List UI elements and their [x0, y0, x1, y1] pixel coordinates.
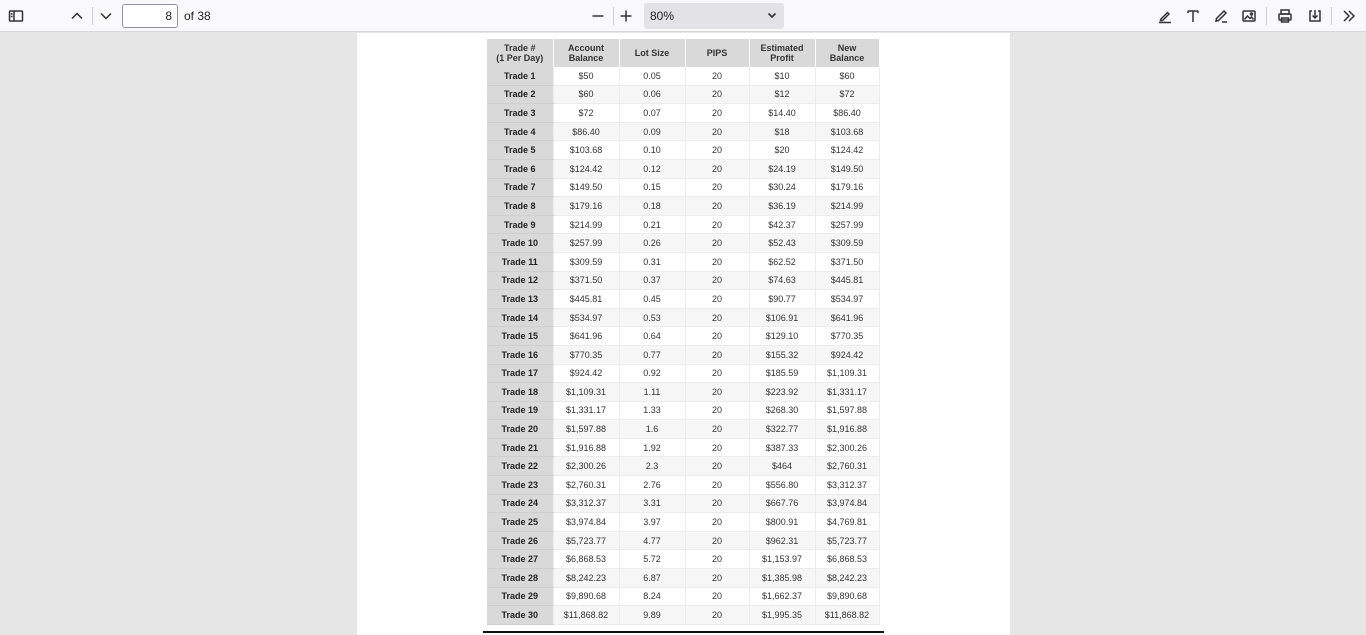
table-row	[487, 234, 879, 253]
table-cell: 3.97	[619, 513, 685, 532]
table-cell: $18	[749, 122, 815, 141]
table-cell: $30.24	[749, 178, 815, 197]
trade-label-cell: Trade 5	[487, 141, 553, 160]
table-row	[487, 178, 879, 197]
table-cell: 0.18	[619, 197, 685, 216]
table-cell: $6,868.53	[553, 550, 619, 569]
table-cell: $1,385.98	[749, 569, 815, 588]
table-cell: 20	[685, 420, 749, 439]
trade-label-cell: Trade 11	[487, 252, 553, 271]
zoom-select[interactable]	[644, 3, 784, 29]
table-cell: 0.15	[619, 178, 685, 197]
table-cell: $9,890.68	[553, 587, 619, 606]
table-cell: $2,760.31	[815, 457, 879, 476]
table-cell: $103.68	[553, 141, 619, 160]
table-row	[487, 197, 879, 216]
table-row	[487, 383, 879, 402]
double-chevron-right-icon[interactable]	[1337, 4, 1361, 28]
table-cell: 0.09	[619, 122, 685, 141]
table-body	[487, 67, 879, 624]
table-cell: $309.59	[815, 234, 879, 253]
column-header: Estimated Profit	[749, 39, 815, 67]
table-cell: $8,242.23	[553, 569, 619, 588]
table-cell: $72	[815, 85, 879, 104]
table-cell: $149.50	[815, 159, 879, 178]
table-cell: $924.42	[553, 364, 619, 383]
table-cell: 1.11	[619, 383, 685, 402]
table-cell: $464	[749, 457, 815, 476]
table-cell: 1.33	[619, 401, 685, 420]
table-row	[487, 122, 879, 141]
table-row	[487, 569, 879, 588]
table-cell: 1.6	[619, 420, 685, 439]
trade-label-cell: Trade 17	[487, 364, 553, 383]
table-cell: 0.21	[619, 215, 685, 234]
table-cell: $445.81	[815, 271, 879, 290]
table-cell: $1,109.31	[553, 383, 619, 402]
trade-label-cell: Trade 21	[487, 438, 553, 457]
trade-label-cell: Trade 26	[487, 531, 553, 550]
table-cell: $322.77	[749, 420, 815, 439]
table-cell: $667.76	[749, 494, 815, 513]
table-cell: $5,723.77	[815, 531, 879, 550]
table-cell: $9,890.68	[815, 587, 879, 606]
table-row	[487, 252, 879, 271]
table-row	[487, 67, 879, 85]
table-cell: $4,769.81	[815, 513, 879, 532]
table-cell: 4.77	[619, 531, 685, 550]
table-cell: 0.64	[619, 327, 685, 346]
page-number-input[interactable]	[122, 4, 178, 28]
table-cell: $3,974.84	[553, 513, 619, 532]
table-header-row	[487, 39, 879, 67]
table-row	[487, 141, 879, 160]
table-cell: $214.99	[815, 197, 879, 216]
table-cell: 20	[685, 308, 749, 327]
table-cell: 20	[685, 178, 749, 197]
table-cell: $371.50	[553, 271, 619, 290]
trade-label-cell: Trade 25	[487, 513, 553, 532]
table-cell: 3.31	[619, 494, 685, 513]
table-cell: 20	[685, 383, 749, 402]
table-cell: 20	[685, 513, 749, 532]
table-row	[487, 550, 879, 569]
table-cell: $124.42	[815, 141, 879, 160]
table-cell: $214.99	[553, 215, 619, 234]
table-row	[487, 531, 879, 550]
table-cell: $24.19	[749, 159, 815, 178]
table-cell: $1,995.35	[749, 606, 815, 625]
table-cell: $268.30	[749, 401, 815, 420]
table-cell: $8,242.23	[815, 569, 879, 588]
table-row	[487, 271, 879, 290]
table-cell: $124.42	[553, 159, 619, 178]
zoom-value: 80%	[650, 9, 675, 23]
trade-label-cell: Trade 20	[487, 420, 553, 439]
trade-label-cell: Trade 6	[487, 159, 553, 178]
trade-label-cell: Trade 1	[487, 67, 553, 85]
table-row	[487, 85, 879, 104]
table-cell: 20	[685, 327, 749, 346]
table-cell: 20	[685, 215, 749, 234]
text-icon[interactable]	[1181, 4, 1205, 28]
table-cell: $2,300.26	[553, 457, 619, 476]
table-cell: $309.59	[553, 252, 619, 271]
table-row	[487, 364, 879, 383]
table-cell: $11,868.82	[815, 606, 879, 625]
table-cell: $387.33	[749, 438, 815, 457]
table-cell: 2.3	[619, 457, 685, 476]
table-cell: $1,662.37	[749, 587, 815, 606]
chevron-down-icon	[766, 9, 778, 24]
trade-label-cell: Trade 19	[487, 401, 553, 420]
table-cell: $74.63	[749, 271, 815, 290]
table-cell: 20	[685, 122, 749, 141]
table-row	[487, 606, 879, 625]
table-cell: 20	[685, 550, 749, 569]
chevron-down-icon[interactable]	[94, 4, 118, 28]
table-cell: $1,331.17	[553, 401, 619, 420]
trade-label-cell: Trade 7	[487, 178, 553, 197]
table-cell: $445.81	[553, 290, 619, 309]
table-cell: $3,312.37	[553, 494, 619, 513]
table-cell: 20	[685, 494, 749, 513]
table-cell: 20	[685, 531, 749, 550]
table-cell: 20	[685, 141, 749, 160]
table-row	[487, 308, 879, 327]
trade-label-cell: Trade 4	[487, 122, 553, 141]
table-cell: $42.37	[749, 215, 815, 234]
table-cell: $223.92	[749, 383, 815, 402]
table-cell: $50	[553, 67, 619, 85]
table-cell: $106.91	[749, 308, 815, 327]
table-cell: $155.32	[749, 345, 815, 364]
trade-label-cell: Trade 29	[487, 587, 553, 606]
table-cell: $86.40	[815, 104, 879, 123]
table-cell: $20	[749, 141, 815, 160]
table-cell: 20	[685, 234, 749, 253]
table-cell: $90.77	[749, 290, 815, 309]
table-cell: $1,916.88	[553, 438, 619, 457]
trade-compounding-table	[487, 39, 880, 625]
table-cell: 6.87	[619, 569, 685, 588]
table-row	[487, 104, 879, 123]
table-row	[487, 345, 879, 364]
table-cell: 0.45	[619, 290, 685, 309]
table-cell: 20	[685, 476, 749, 495]
trade-label-cell: Trade 3	[487, 104, 553, 123]
table-row	[487, 401, 879, 420]
table-cell: 2.76	[619, 476, 685, 495]
table-cell: $641.96	[815, 308, 879, 327]
trade-label-cell: Trade 28	[487, 569, 553, 588]
table-cell: $1,331.17	[815, 383, 879, 402]
table-row	[487, 476, 879, 495]
table-cell: $1,916.88	[815, 420, 879, 439]
table-row	[487, 327, 879, 346]
table-cell: 20	[685, 364, 749, 383]
table-cell: $6,868.53	[815, 550, 879, 569]
table-cell: 0.07	[619, 104, 685, 123]
table-cell: $3,974.84	[815, 494, 879, 513]
trade-label-cell: Trade 27	[487, 550, 553, 569]
column-header: Account Balance	[553, 39, 619, 67]
table-cell: 20	[685, 345, 749, 364]
trade-label-cell: Trade 30	[487, 606, 553, 625]
table-cell: $257.99	[553, 234, 619, 253]
table-cell: 5.72	[619, 550, 685, 569]
table-cell: 0.26	[619, 234, 685, 253]
table-cell: 20	[685, 67, 749, 85]
table-cell: $12	[749, 85, 815, 104]
table-cell: $149.50	[553, 178, 619, 197]
table-cell: 20	[685, 252, 749, 271]
trade-label-cell: Trade 8	[487, 197, 553, 216]
table-cell: 20	[685, 159, 749, 178]
highlighter-icon[interactable]	[1153, 4, 1177, 28]
trade-label-cell: Trade 24	[487, 494, 553, 513]
table-row	[487, 438, 879, 457]
table-cell: $60	[553, 85, 619, 104]
table-cell: $800.91	[749, 513, 815, 532]
table-cell: $10	[749, 67, 815, 85]
document-viewer[interactable]	[0, 33, 1366, 635]
page-total-label: of 38	[184, 9, 211, 23]
table-row	[487, 513, 879, 532]
table-cell: $52.43	[749, 234, 815, 253]
table-row	[487, 587, 879, 606]
table-row	[487, 290, 879, 309]
column-header: Trade # (1 Per Day)	[487, 39, 553, 67]
trade-label-cell: Trade 15	[487, 327, 553, 346]
plus-icon[interactable]	[614, 4, 638, 28]
printer-icon[interactable]	[1273, 4, 1297, 28]
table-cell: $1,109.31	[815, 364, 879, 383]
table-cell: $924.42	[815, 345, 879, 364]
table-cell: $5,723.77	[553, 531, 619, 550]
toolbar-divider	[1331, 7, 1332, 25]
table-cell: $129.10	[749, 327, 815, 346]
table-cell: $3,312.37	[815, 476, 879, 495]
table-cell: 0.77	[619, 345, 685, 364]
table-cell: 0.92	[619, 364, 685, 383]
table-cell: $1,153.97	[749, 550, 815, 569]
table-cell: $14.40	[749, 104, 815, 123]
table-cell: $179.16	[815, 178, 879, 197]
column-header: New Balance	[815, 39, 879, 67]
toolbar-divider	[92, 7, 93, 25]
download-icon[interactable]	[1303, 4, 1327, 28]
table-cell: 1.92	[619, 438, 685, 457]
table-cell: 0.06	[619, 85, 685, 104]
table-cell: 20	[685, 197, 749, 216]
pdf-toolbar	[0, 0, 1366, 32]
table-cell: 9.89	[619, 606, 685, 625]
trade-label-cell: Trade 14	[487, 308, 553, 327]
table-cell: $2,760.31	[553, 476, 619, 495]
table-cell: 20	[685, 85, 749, 104]
table-row	[487, 494, 879, 513]
pen-icon[interactable]	[1209, 4, 1233, 28]
table-cell: 20	[685, 438, 749, 457]
table-cell: 0.37	[619, 271, 685, 290]
trade-label-cell: Trade 22	[487, 457, 553, 476]
table-cell: $60	[815, 67, 879, 85]
table-row	[487, 215, 879, 234]
toolbar-divider	[1266, 7, 1267, 25]
table-cell: $62.52	[749, 252, 815, 271]
trade-label-cell: Trade 9	[487, 215, 553, 234]
table-row	[487, 457, 879, 476]
table-cell: $1,597.88	[815, 401, 879, 420]
table-cell: 20	[685, 606, 749, 625]
table-cell: $257.99	[815, 215, 879, 234]
trade-label-cell: Trade 2	[487, 85, 553, 104]
table-cell: $11,868.82	[553, 606, 619, 625]
sidebar-toggle-icon[interactable]	[4, 4, 28, 28]
table-cell: 0.31	[619, 252, 685, 271]
table-cell: $770.35	[553, 345, 619, 364]
table-cell: 0.53	[619, 308, 685, 327]
trade-label-cell: Trade 18	[487, 383, 553, 402]
minus-icon[interactable]	[586, 4, 610, 28]
column-header: PIPS	[685, 39, 749, 67]
table-cell: 20	[685, 569, 749, 588]
table-cell: $641.96	[553, 327, 619, 346]
trade-label-cell: Trade 12	[487, 271, 553, 290]
table-cell: 20	[685, 401, 749, 420]
table-cell: $72	[553, 104, 619, 123]
page-divider-line	[483, 631, 884, 633]
table-cell: $103.68	[815, 122, 879, 141]
table-cell: $36.19	[749, 197, 815, 216]
chevron-up-icon[interactable]	[65, 4, 89, 28]
table-cell: 0.10	[619, 141, 685, 160]
table-cell: 20	[685, 290, 749, 309]
table-row	[487, 420, 879, 439]
trade-label-cell: Trade 10	[487, 234, 553, 253]
table-cell: 20	[685, 587, 749, 606]
table-cell: $2,300.26	[815, 438, 879, 457]
table-cell: $1,597.88	[553, 420, 619, 439]
table-cell: 8.24	[619, 587, 685, 606]
table-cell: 0.05	[619, 67, 685, 85]
table-cell: $556.80	[749, 476, 815, 495]
table-cell: 20	[685, 104, 749, 123]
table-cell: $770.35	[815, 327, 879, 346]
table-cell: $534.97	[553, 308, 619, 327]
table-cell: $179.16	[553, 197, 619, 216]
column-header: Lot Size	[619, 39, 685, 67]
trade-label-cell: Trade 13	[487, 290, 553, 309]
table-cell: $371.50	[815, 252, 879, 271]
table-cell: 20	[685, 457, 749, 476]
table-cell: $534.97	[815, 290, 879, 309]
trade-label-cell: Trade 23	[487, 476, 553, 495]
table-cell: $86.40	[553, 122, 619, 141]
image-icon[interactable]	[1237, 4, 1261, 28]
table-cell: 0.12	[619, 159, 685, 178]
table-cell: $962.31	[749, 531, 815, 550]
trade-label-cell: Trade 16	[487, 345, 553, 364]
table-cell: 20	[685, 271, 749, 290]
table-row	[487, 159, 879, 178]
table-cell: $185.59	[749, 364, 815, 383]
